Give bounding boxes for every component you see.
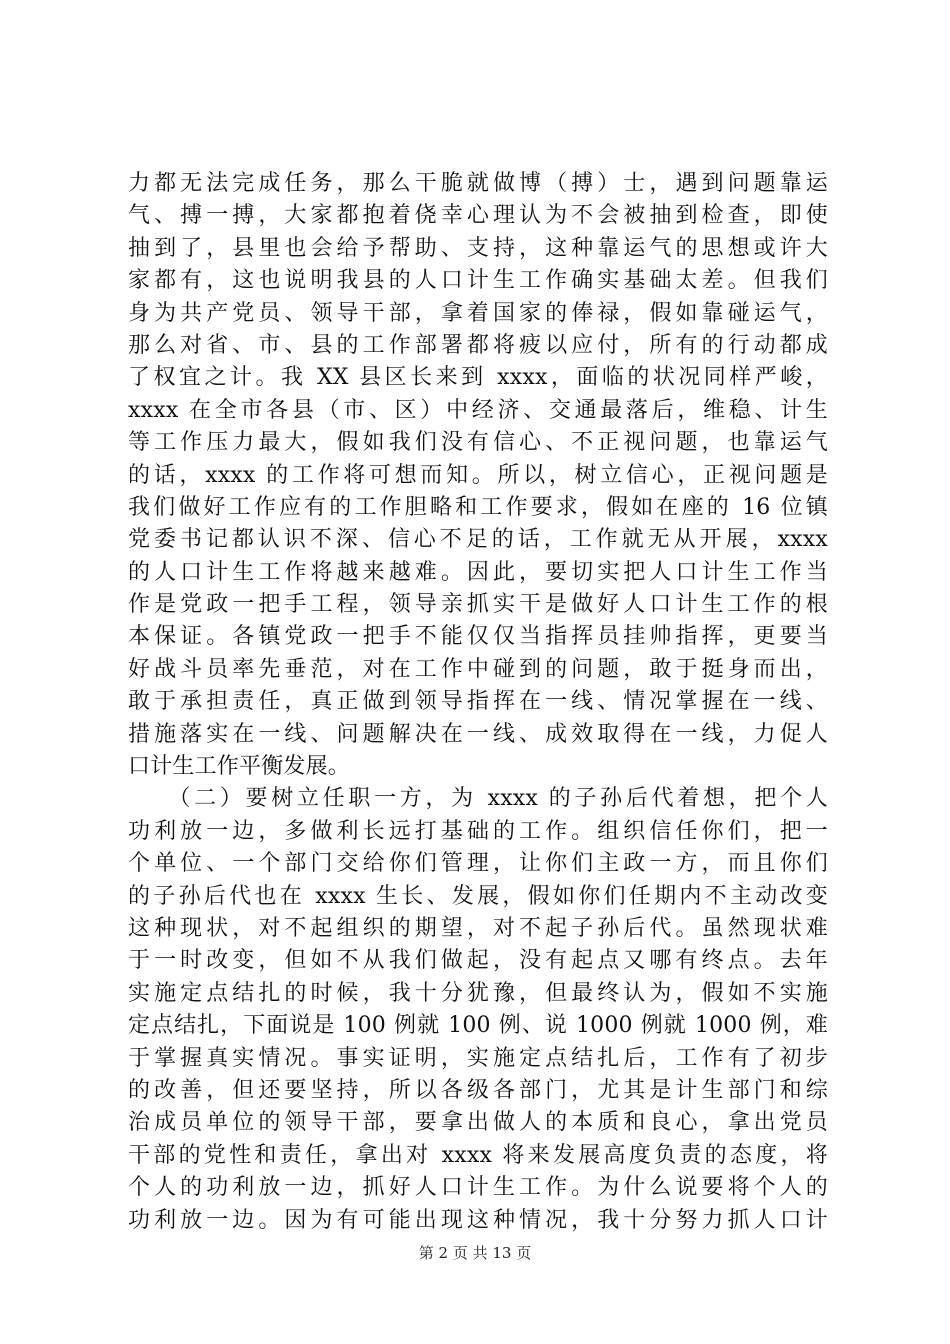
text-line: 作是党政一把手工程，领导亲抓实干是做好人口计生工作的根: [128, 592, 828, 618]
text-line: 口计生工作平衡发展。: [128, 754, 351, 780]
text-line: 个单位、一个部门交给你们管理，让你们主政一方，而且你们: [128, 851, 828, 877]
text-line: 敢于承担责任，真正做到领导指挥在一线、情况掌握在一线、: [128, 689, 828, 715]
text-line: 身为共产党员、领导干部，拿着国家的俸禄，假如靠碰运气，: [128, 300, 828, 326]
text-line: 措施落实在一线、问题解决在一线、成效取得在一线，力促人: [128, 721, 828, 747]
text-line: 好战斗员率先垂范，对在工作中碰到的问题，敢于挺身而出，: [128, 656, 828, 682]
text-line: xxxx 在全市各县（市、区）中经济、交通最落后，维稳、计生: [128, 397, 828, 423]
text-line: 本保证。各镇党政一把手不能仅仅当指挥员挂帅指挥，更要当: [128, 624, 828, 650]
text-line: 那么对省、市、县的工作部署都将疲以应付，所有的行动都成: [128, 332, 828, 358]
text-line: 气、搏一搏，大家都抱着侥幸心理认为不会被抽到检查，即使: [128, 203, 828, 229]
text-line: 个人的功利放一边，抓好人口计生工作。为什么说要将个人的: [128, 1175, 828, 1201]
text-line: 于一时改变，但如不从我们做起，没有起点又哪有终点。去年: [128, 948, 828, 974]
text-line: 抽到了，县里也会给予帮助、支持，这种靠运气的思想或许大: [128, 235, 828, 261]
text-line: 的改善，但还要坚持，所以各级各部门，尤其是计生部门和综: [128, 1077, 828, 1103]
page-number-footer: 第 2 页 共 13 页: [418, 1244, 532, 1262]
text-line: 治成员单位的领导干部，要拿出做人的本质和良心，拿出党员: [128, 1110, 828, 1136]
text-line: 功利放一边，多做利长远打基础的工作。组织信任你们，把一: [128, 818, 828, 844]
text-line: 干部的党性和责任，拿出对 xxxx 将来发展高度负责的态度，将: [128, 1142, 828, 1168]
text-line: 等工作压力最大，假如我们没有信心、不正视问题，也靠运气: [128, 430, 828, 456]
text-line: 家都有，这也说明我县的人口计生工作确实基础太差。但我们: [128, 268, 828, 294]
text-line: 我们做好工作应有的工作胆略和工作要求，假如在座的 16 位镇: [128, 494, 828, 520]
text-line: 力都无法完成任务，那么干脆就做博（搏）士，遇到问题靠运: [128, 171, 828, 196]
text-line: 实施定点结扎的时候，我十分犹豫，但最终认为，假如不实施: [128, 980, 828, 1006]
text-line: 功利放一边。因为有可能出现这种情况，我十分努力抓人口计: [128, 1207, 828, 1233]
text-line: 的子孙后代也在 xxxx 生长、发展，假如你们任期内不主动改变: [128, 883, 828, 909]
text-line: 的话，xxxx 的工作将可想而知。所以，树立信心，正视问题是: [128, 462, 828, 488]
text-line: 了权宜之计。我 XX 县区长来到 xxxx，面临的状况同样严峻，: [128, 365, 828, 391]
text-line: 这种现状，对不起组织的期望，对不起子孙后代。虽然现状难: [128, 915, 828, 941]
section-heading-line: （二）要树立任职一方，为 xxxx 的子孙后代着想，把个人: [128, 786, 828, 812]
text-line: 于掌握真实情况。事实证明，实施定点结扎后，工作有了初步: [128, 1045, 828, 1071]
text-line: 的人口计生工作将越来越难。因此，要切实把人口计生工作当: [128, 559, 828, 585]
text-line: 定点结扎，下面说是 100 例就 100 例、说 1000 例就 1000 例，难: [128, 1013, 828, 1039]
text-line: 党委书记都认识不深、信心不足的话，工作就无从开展，xxxx: [128, 527, 828, 553]
body-text: [128, 168, 828, 1237]
